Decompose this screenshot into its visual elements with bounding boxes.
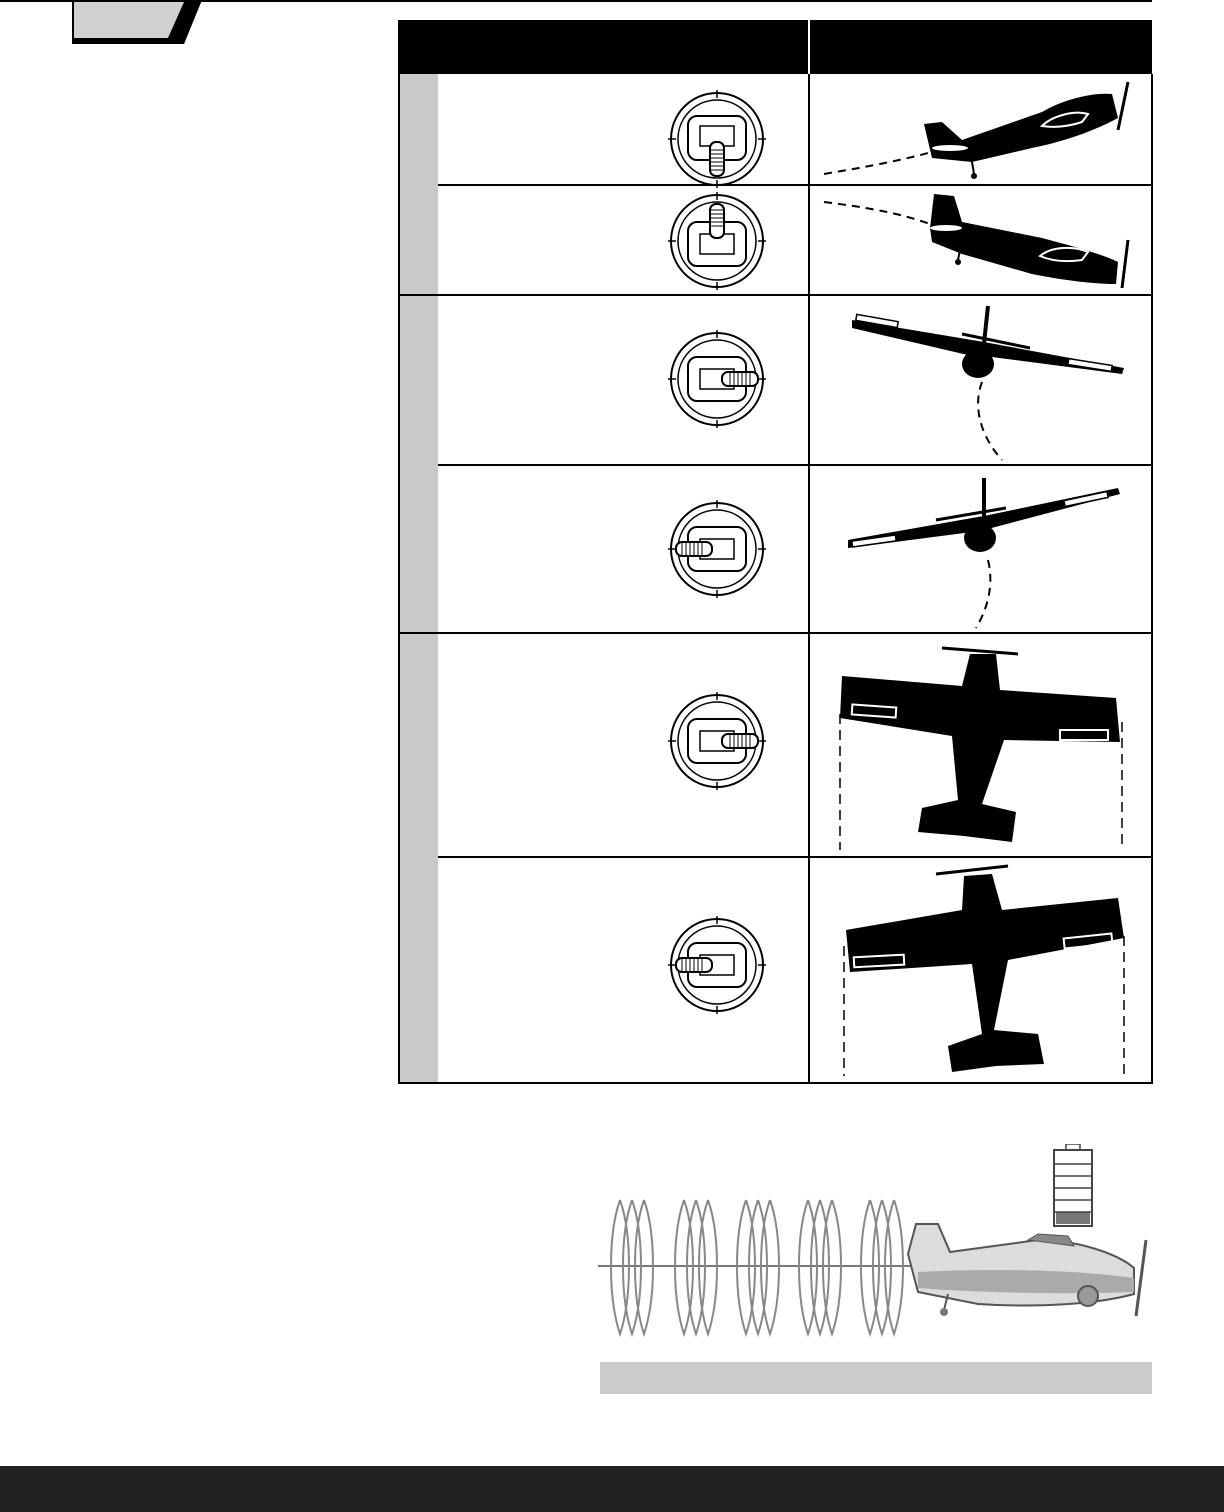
figure-caption-bar xyxy=(600,1362,1152,1394)
airplane-yaw-right-icon xyxy=(812,636,1148,854)
stick-right-icon xyxy=(668,692,766,790)
group-label-gutter xyxy=(398,74,438,1084)
footer-bar xyxy=(0,1466,1224,1512)
airplane-climb-icon xyxy=(812,78,1148,182)
airplane-roll-right-icon xyxy=(812,298,1148,462)
signal-figure xyxy=(598,1144,1154,1344)
battery-icon xyxy=(1054,1144,1092,1226)
stick-left-icon xyxy=(668,916,766,1014)
stick-up-icon xyxy=(668,192,766,290)
airplane-icon xyxy=(908,1224,1146,1316)
page-tab xyxy=(72,0,202,44)
stick-left-icon xyxy=(668,500,766,598)
stick-right-icon xyxy=(668,330,766,428)
airplane-roll-left-icon xyxy=(812,468,1148,630)
side-text-column xyxy=(0,50,380,1430)
column-divider xyxy=(808,74,810,1084)
control-response-table xyxy=(398,20,1152,1084)
table-header-row xyxy=(398,20,1152,74)
stick-down-icon xyxy=(668,90,766,188)
airplane-dive-icon xyxy=(812,188,1148,292)
airplane-yaw-left-icon xyxy=(812,860,1148,1080)
